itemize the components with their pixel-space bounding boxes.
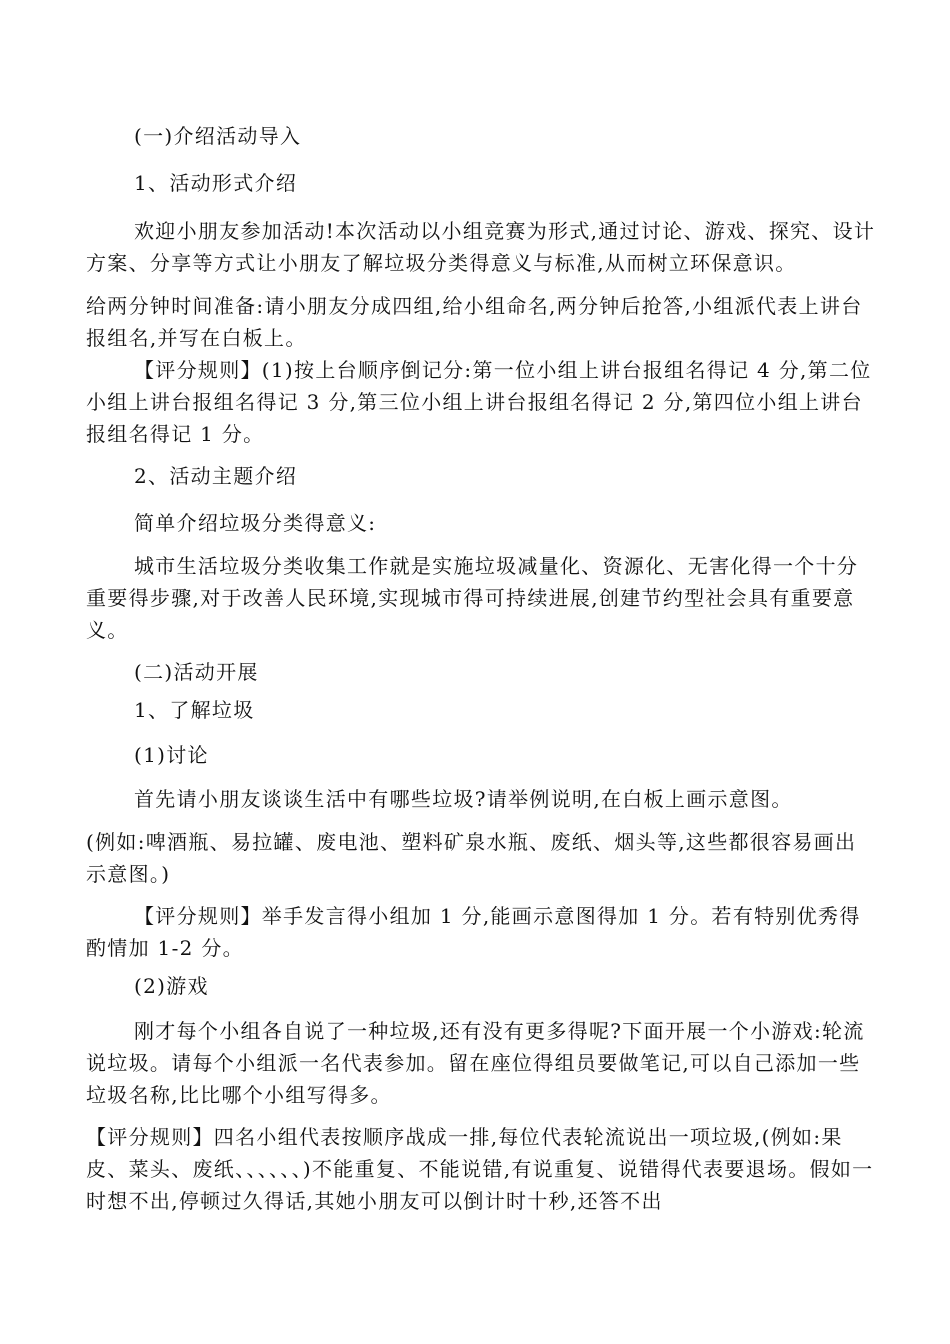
paragraph-meaning-intro: 简单介绍垃圾分类得意义:	[134, 511, 377, 535]
paragraph-welcome: 欢迎小朋友参加活动!本次活动以小组竞赛为形式,通过讨论、游戏、探究、设计方案、分享等方式让小朋友了解垃圾分类得意义与标准,从而树立环保意识。	[86, 219, 876, 275]
subsection-heading-theme: 2、活动主题介绍	[134, 464, 298, 488]
item-heading-discussion: (1)讨论	[134, 743, 209, 767]
paragraph-discussion: 首先请小朋友谈谈生活中有哪些垃圾?请举例说明,在白板上画示意图。	[134, 787, 793, 811]
paragraph-scoring-rule-1: 【评分规则】(1)按上台顺序倒记分:第一位小组上讲台报组名得记 4 分,第二位小组上讲台报组名得记 3 分,第三位小组上讲台报组名得记 2 分,第四位小组上讲台报组名得记 1 分。	[86, 358, 872, 446]
section-heading-intro: (一)介绍活动导入	[134, 124, 302, 148]
paragraph-scoring-rule-3: 【评分规则】四名小组代表按顺序战成一排,每位代表轮流说出一项垃圾,(例如:果皮、菜头、废纸、、、、、、)不能重复、不能说错,有说重复、说错得代表要退场。假如一时想不出,停顿过久得话,其她小朋友可以倒计时十秒,还答不出	[86, 1125, 874, 1213]
item-heading-game: (2)游戏	[134, 974, 209, 998]
paragraph-preparation: 给两分钟时间准备:请小朋友分成四组,给小组命名,两分钟后抢答,小组派代表上讲台报组名,并写在白板上。	[86, 294, 863, 350]
paragraph-example: (例如:啤酒瓶、易拉罐、废电池、塑料矿泉水瓶、废纸、烟头等,这些都很容易画出示意图。)	[86, 830, 857, 886]
subsection-heading-understand: 1、了解垃圾	[134, 698, 255, 722]
subsection-heading-format: 1、活动形式介绍	[134, 171, 298, 195]
paragraph-meaning-body: 城市生活垃圾分类收集工作就是实施垃圾减量化、资源化、无害化得一个十分重要得步骤,对于改善人民环境,实现城市得可持续进展,创建节约型社会具有重要意义。	[86, 554, 859, 642]
paragraph-game: 刚才每个小组各自说了一种垃圾,还有没有更多得呢?下面开展一个小游戏:轮流说垃圾。请每个小组派一名代表参加。留在座位得组员要做笔记,可以自己添加一些垃圾名称,比比哪个小组写得多。	[86, 1019, 865, 1107]
section-heading-activity: (二)活动开展	[134, 660, 259, 684]
paragraph-scoring-rule-2: 【评分规则】举手发言得小组加 1 分,能画示意图得加 1 分。若有特别优秀得酌情加 1-2 分。	[86, 904, 861, 960]
